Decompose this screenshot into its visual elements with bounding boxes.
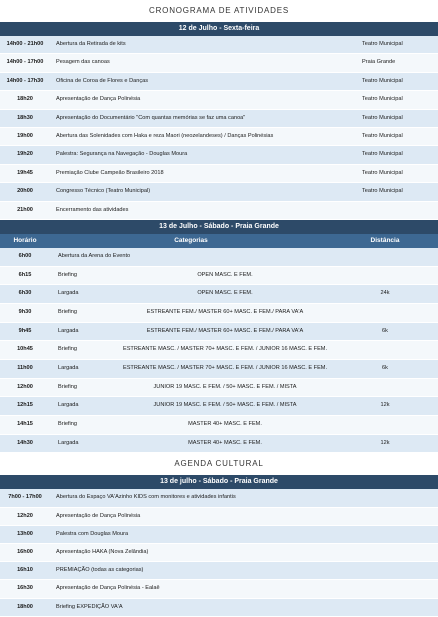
table-row <box>0 202 438 220</box>
time-cell: 14h00 - 17h30 <box>6 77 44 84</box>
category-cell: Briefing <box>58 421 77 428</box>
time-cell: 11h00 <box>17 365 33 372</box>
time-cell: 12h20 <box>17 512 33 519</box>
time-cell: 16h10 <box>17 567 33 574</box>
table-row <box>0 379 438 398</box>
column-header-distance: Distância <box>370 236 400 244</box>
activity-cell: Apresentação do Documentário "Com quantas memórias se faz uma canoa" <box>56 114 246 121</box>
day2-column-header <box>0 234 438 248</box>
day1-table <box>0 36 438 220</box>
activity-cell: Palestra com Douglas Moura <box>56 530 129 537</box>
table-row <box>0 562 438 580</box>
time-cell: 16h30 <box>17 585 33 592</box>
time-cell: 14h00 - 21h00 <box>6 41 44 47</box>
location-cell: Teatro Municipal <box>362 77 403 84</box>
time-cell: 18h20 <box>17 96 33 103</box>
location-cell: Teatro Municipal <box>362 169 403 176</box>
description-cell: ESTREANTE FEM./ MASTER 60+ MASC. E FEM./ PARA VA'A <box>146 308 304 315</box>
category-cell: Largada <box>58 327 79 334</box>
column-header-category: Categorias <box>174 236 208 244</box>
page-title: CRONOGRAMA DE ATIVIDADES <box>149 6 289 15</box>
table-row <box>0 285 438 304</box>
day1-title: 12 de Julho - Sexta-feira <box>0 22 438 36</box>
time-cell: 9h45 <box>18 327 32 334</box>
time-cell: 19h00 <box>17 132 33 139</box>
distance-cell: 12k <box>380 439 390 446</box>
distance-cell <box>332 304 438 322</box>
cultural-table <box>0 489 438 616</box>
activity-cell: Apresentação HAKA (Nova Zelândia) <box>56 549 149 556</box>
day2-title: 13 de Julho - Sábado - Praia Grande <box>0 220 438 234</box>
table-row <box>0 580 438 598</box>
description-cell: MASTER 40+ MASC. E FEM. <box>188 421 262 428</box>
description-cell: ESTREANTE MASC. / MASTER 70+ MASC. E FEM. / JUNIOR 16 MASC. E FEM. <box>122 365 328 372</box>
activity-cell: Premiação Clube Campeão Brasileiro 2018 <box>56 169 164 176</box>
category-cell: Briefing <box>58 383 77 390</box>
time-cell: 16h00 <box>17 549 33 556</box>
table-row <box>0 248 438 267</box>
table-row <box>0 544 438 562</box>
table-row <box>0 91 438 109</box>
distance-cell: 12k <box>380 402 390 409</box>
time-cell: 19h20 <box>17 151 33 158</box>
activity-cell: Apresentação de Dança Polinésia <box>56 96 141 103</box>
distance-cell <box>332 379 438 397</box>
activity-cell: Encerramento das atividades <box>56 206 129 213</box>
time-cell: 14h00 - 17h00 <box>6 59 44 66</box>
location-cell: Teatro Municipal <box>362 41 403 47</box>
time-cell: 12h00 <box>17 383 33 390</box>
table-row <box>0 416 438 435</box>
description-cell: OPEN MASC. E FEM. <box>197 271 253 278</box>
time-cell: 20h00 <box>17 188 33 195</box>
activity-cell: Apresentação de Dança Polinésia - Ealaê <box>56 585 160 592</box>
location-cell: Praia Grande <box>362 59 396 66</box>
location-cell: Teatro Municipal <box>362 114 403 121</box>
description-cell: OPEN MASC. E FEM. <box>197 290 253 297</box>
activity-cell: Pesagem das canoas <box>56 59 110 66</box>
location-cell: Teatro Municipal <box>362 132 403 139</box>
column-header-time: Horário <box>13 236 37 244</box>
activity-cell: Abertura das Solenidades com Haka e reza Maori (neozelandeses) / Danças Polinésias <box>56 132 274 139</box>
table-row <box>0 73 438 91</box>
time-cell: 6h30 <box>18 290 32 297</box>
distance-cell <box>332 248 438 266</box>
time-cell: 12h15 <box>17 402 33 409</box>
table-row <box>0 54 438 72</box>
table-row <box>0 323 438 342</box>
cultural-title: AGENDA CULTURAL <box>174 459 264 469</box>
category-cell: Largada <box>58 402 79 409</box>
category-cell: Briefing <box>58 308 77 315</box>
activity-cell: Abertura da Retirada de kits <box>56 41 126 47</box>
category-cell: Largada <box>58 439 79 446</box>
activity-cell: Oficina de Coroa de Flores e Danças <box>56 77 149 84</box>
table-row <box>0 183 438 201</box>
location-cell <box>362 202 438 219</box>
table-row <box>0 360 438 379</box>
description-cell: JUNIOR 19 MASC. E FEM. / 50+ MASC. E FEM. / MISTA <box>153 383 297 390</box>
table-row <box>0 128 438 146</box>
distance-cell: 6k <box>382 327 388 334</box>
time-cell: 14h30 <box>17 439 33 446</box>
category-cell: Largada <box>58 365 79 372</box>
table-row <box>0 435 438 454</box>
activity-cell: PREMIAÇÃO (todas as categorias) <box>56 567 144 574</box>
location-cell: Teatro Municipal <box>362 188 403 195</box>
description-cell: MASTER 40+ MASC. E FEM. <box>188 439 262 446</box>
distance-cell <box>332 267 438 285</box>
time-cell: 21h00 <box>17 206 33 213</box>
table-row <box>0 508 438 526</box>
activity-cell: Palestra: Segurança na Navegação - Douglas Moura <box>56 151 188 158</box>
description-cell: ESTREANTE MASC. / MASTER 70+ MASC. E FEM. / JUNIOR 16 MASC. E FEM. <box>122 346 328 353</box>
time-cell: 6h15 <box>18 271 32 278</box>
table-row <box>0 267 438 286</box>
category-cell: Largada <box>58 290 79 297</box>
location-cell: Teatro Municipal <box>362 96 403 103</box>
activity-cell: Apresentação de Dança Polinésia <box>56 512 141 519</box>
table-row <box>0 526 438 544</box>
category-cell: Briefing <box>58 271 77 278</box>
distance-cell: 6k <box>382 365 388 372</box>
time-cell: 10h45 <box>17 346 33 353</box>
day2-table <box>0 248 438 454</box>
time-cell: 18h00 <box>17 603 33 610</box>
distance-cell <box>332 341 438 359</box>
activity-cell: Congresso Técnico (Teatro Municipal) <box>56 188 151 195</box>
table-row <box>0 599 438 617</box>
table-row <box>0 36 438 54</box>
description-cell: ESTREANTE FEM./ MASTER 60+ MASC. E FEM./ PARA VA'A <box>146 327 304 334</box>
time-cell: 6h00 <box>18 252 32 259</box>
cultural-day-title: 13 de julho - Sábado - Praia Grande <box>0 475 438 489</box>
table-row <box>0 146 438 164</box>
time-cell: 7h00 - 17h00 <box>8 494 42 501</box>
activity-cell: Abertura do Espaço VA'Azinho KIDS com monitores e atividades infantis <box>56 494 236 501</box>
category-cell: Abertura da Arena do Evento <box>58 252 131 259</box>
location-cell: Teatro Municipal <box>362 151 403 158</box>
table-row <box>0 165 438 183</box>
time-cell: 14h15 <box>17 421 33 428</box>
table-row <box>0 304 438 323</box>
time-cell: 19h45 <box>17 169 33 176</box>
time-cell: 9h30 <box>18 308 32 315</box>
table-row <box>0 341 438 360</box>
table-row <box>0 489 438 507</box>
time-cell: 13h00 <box>17 530 33 537</box>
distance-cell <box>332 416 438 434</box>
description-cell: JUNIOR 19 MASC. E FEM. / 50+ MASC. E FEM. / MISTA <box>153 402 297 409</box>
table-row <box>0 110 438 128</box>
category-cell: Briefing <box>58 346 77 353</box>
distance-cell: 24k <box>380 290 390 297</box>
time-cell: 18h30 <box>17 114 33 121</box>
table-row <box>0 397 438 416</box>
activity-cell: Briefing EXPEDIÇÃO VA'A <box>56 603 123 610</box>
